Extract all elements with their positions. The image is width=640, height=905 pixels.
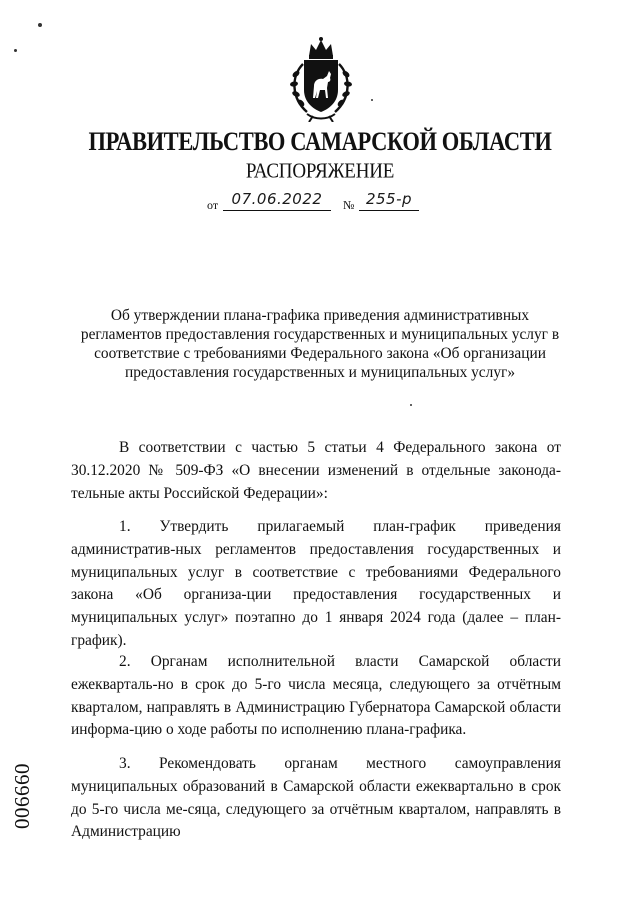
- crown-icon: [309, 37, 333, 59]
- clause-3-paragraph: 3. Рекомендовать органам местного самоуправления муниципальных образований в Самарской области ежеквартально в срок до 5-го числа ме-сяца, следующего за отчётным кварталом, направлять в Администрацию: [71, 755, 561, 841]
- body-text: [71, 651, 561, 742]
- document-subject: Об утверждении плана-графика приведения административных регламентов предоставления государственных и муниципальных услуг в соответствие с требованиями Федерального закона «Об организации предоставления государственных и муниципальных услуг»: [80, 307, 560, 381]
- number-prefix: №: [343, 198, 355, 212]
- date-prefix: от: [207, 198, 219, 212]
- body-text: [71, 437, 561, 505]
- body-text: [71, 516, 561, 653]
- coat-of-arms-emblem: [287, 36, 355, 122]
- clause-1-paragraph: 1. Утвердить прилагаемый план-график приведения административ-ных регламентов предоставления государственных и муниципальных услуг в соответствие с требованиями Федерального закона «Об организа-ции предоставления государственных и муниципальных услуг» поэтапно до 1 января 2024 года (далее – план-график).: [71, 518, 561, 649]
- preamble-paragraph: В соответствии с частью 5 статьи 4 Федерального закона от 30.12.2020 № 509-ФЗ «О внесении изменений в отдельные законода-тельные акты Российской Федерации»:: [71, 439, 561, 502]
- date-value: 07.06.2022: [231, 190, 323, 208]
- body-text: [71, 753, 561, 844]
- number-underline: [359, 210, 419, 211]
- margin-stamp-number: 006660: [10, 763, 34, 829]
- ribbon-icon: [307, 114, 335, 122]
- date-underline: [223, 210, 331, 211]
- scan-speck: [371, 99, 373, 101]
- document-type: РАСПОРЯЖЕНИЕ: [245, 160, 395, 184]
- scan-speck: [410, 404, 412, 406]
- clause-2-paragraph: 2. Органам исполнительной власти Самарской области ежекварталь-но в срок до 5-го числа месяца, следующего за отчётным кварталом, направлять в Администрацию Губернатора Самарской области информа-цию о ходе работы по исполнению плана-графика.: [71, 653, 561, 739]
- scan-speck: [38, 23, 42, 27]
- number-value: 255-р: [365, 190, 413, 208]
- scan-speck: [14, 49, 17, 52]
- government-title: ПРАВИТЕЛЬСТВО САМАРСКОЙ ОБЛАСТИ: [88, 127, 552, 156]
- date-number-line: [207, 191, 427, 215]
